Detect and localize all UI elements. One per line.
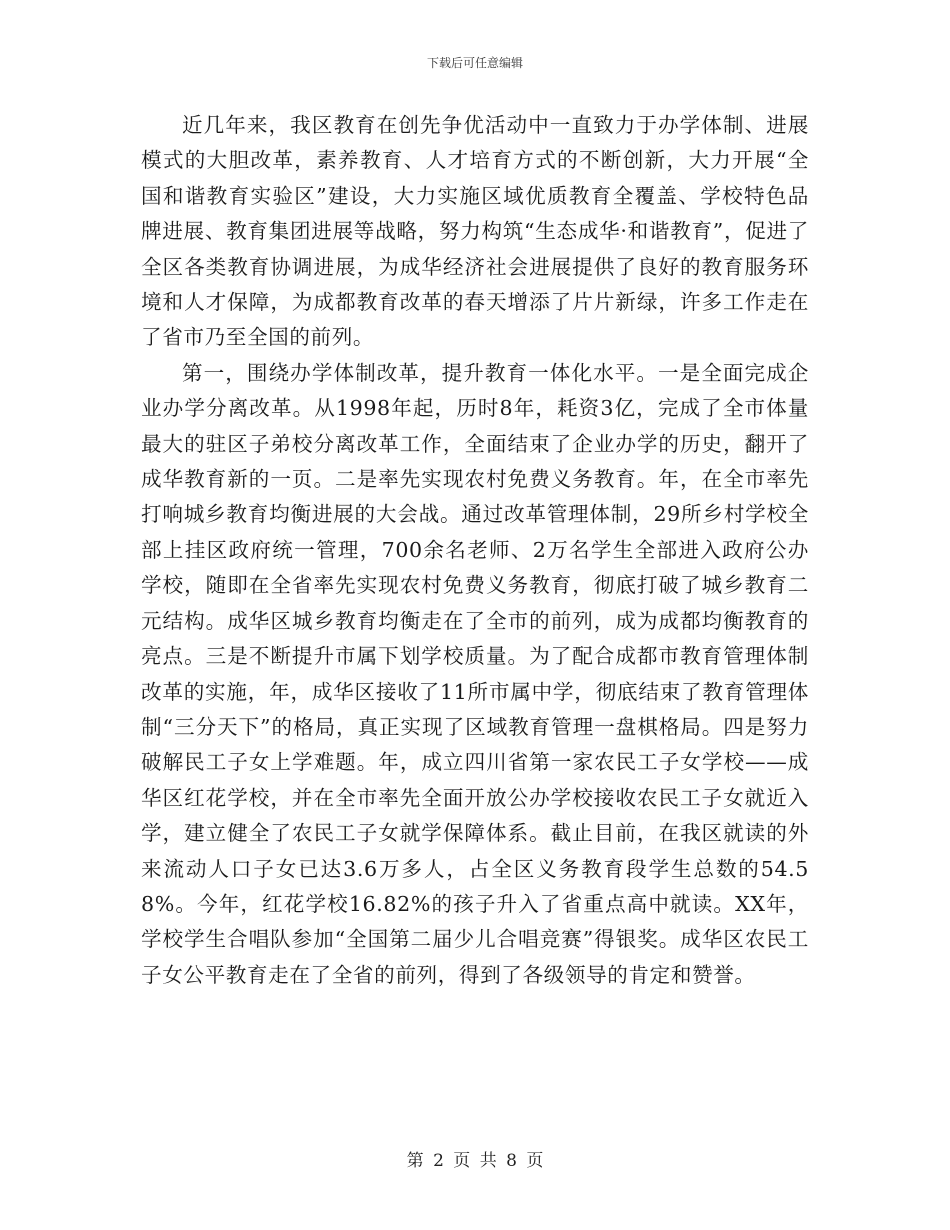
paragraph-intro: 近几年来，我区教育在创先争优活动中一直致力于办学体制、进展模式的大胆改革，素养教育、人才培育方式的不断创新，大力开展“全国和谐教育实验区”建设，大力实施区域优质教育全覆盖、学校特色品牌进展、教育集团进展等战略，努力构筑“生态成华·和谐教育”，促进了全区各类教育协调进展，为成华经济社会进展提供了良好的教育服务环境和人才保障，为成都教育改革的春天增添了片片新绿，许多工作走在了省市乃至全国的前列。 — [141, 113, 809, 350]
document-body — [141, 108, 809, 993]
paragraph-first-point: 第一，围绕办学体制改革，提升教育一体化水平。一是全面完成企业办学分离改革。从1998年起，历时8年，耗资3亿，完成了全市体量最大的驻区子弟校分离改革工作，全面结束了企业办学的历史，翻开了成华教育新的一页。二是率先实现农村免费义务教育。年，在全市率先打响城乡教育均衡进展的大会战。通过改革管理体制，29所乡村学校全部上挂区政府统一管理，700余名老师、2万名学生全部进入政府公办学校，随即在全省率先实现农村免费义务教育，彻底打破了城乡教育二元结构。成华区城乡教育均衡走在了全市的前列，成为成都均衡教育的亮点。三是不断提升市属下划学校质量。为了配合成都市教育管理体制改革的实施，年，成华区接收了11所市属中学，彻底结束了教育管理体制“三分天下”的格局，真正实现了区域教育管理一盘棋格局。四是努力破解民工子女上学难题。年，成立四川省第一家农民工子女学校——成华区红花学校，并在全市率先全面开放公办学校接收农民工子女就近入学，建立健全了农民工子女就学保障体系。截止目前，在我区就读的外来流动人口子女已达3.6万多人，占全区义务教育段学生总数的54.58%。今年，红花学校16.82%的孩子升入了省重点高中就读。XX年，学校学生合唱队参加“全国第二届少儿合唱竞赛”得银奖。成华区农民工子女公平教育走在了全省的前列，得到了各级领导的肯定和赞誉。 — [141, 360, 809, 987]
page-number-footer: 第 2 页 共 8 页 — [406, 1151, 544, 1171]
page-header: 下载后可任意编辑 — [426, 56, 523, 70]
